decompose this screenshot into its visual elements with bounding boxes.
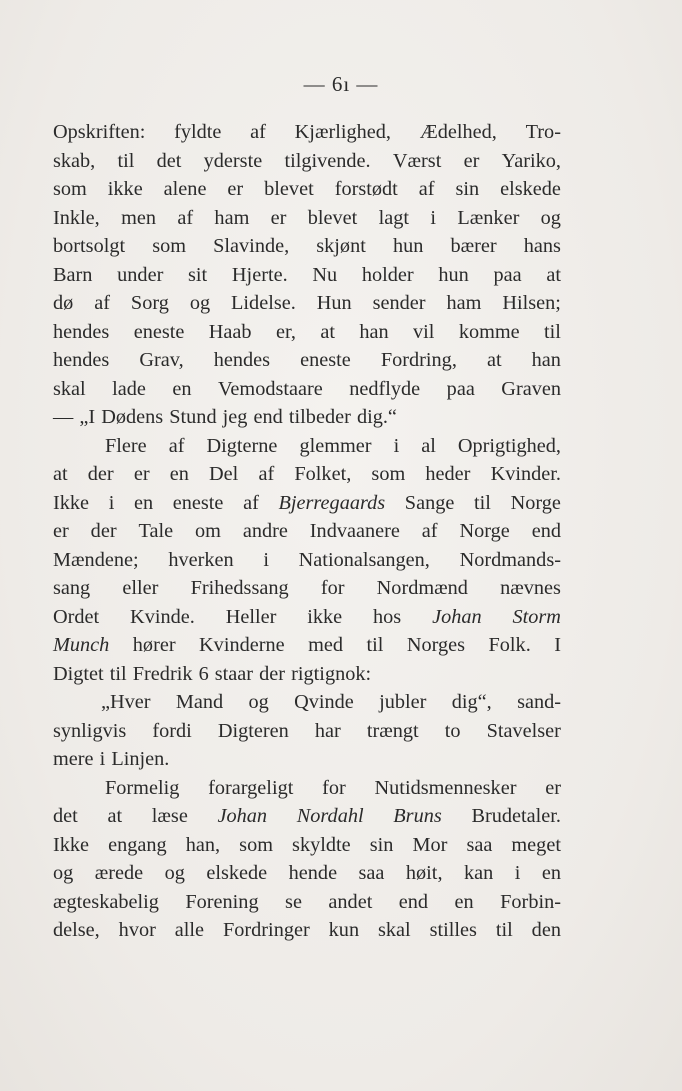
- text-line: Ikke engang han, som skyldte sin Mor saa meget: [53, 833, 561, 856]
- text-line: bortsolgt som Slavinde, skjønt hun bærer hans: [53, 235, 561, 257]
- text-line: Inkle, men af ham er blevet lagt i Lænker og: [53, 206, 561, 229]
- text-line: skab, til det yderste tilgivende. Værst er Yariko,: [53, 149, 561, 172]
- text-line: „Hver Mand og Qvinde jubler dig“, sand-: [101, 691, 561, 713]
- text-line: delse, hvor alle Fordringer kun skal stilles til den: [53, 919, 561, 941]
- text-line: Barn under sit Hjerte. Nu holder hun paa at: [53, 263, 561, 286]
- text-line: Flere af Digterne glemmer i al Oprigtighed,: [105, 434, 561, 457]
- text-line: Digtet til Fredrik 6 staar der rigtignok:: [53, 662, 372, 685]
- text-line: Opskriften: fyldte af Kjærlighed, Ædelhed, Tro-: [53, 121, 561, 143]
- text-line: og ærede og elskede hende saa høit, kan i en: [53, 862, 561, 884]
- text-line: det at læse Johan Nordahl Bruns Brudetaler.: [53, 805, 561, 827]
- text-line: Ikke i en eneste af Bjerregaards Sange til Norge: [53, 491, 561, 514]
- page-number: — 6ı —: [303, 72, 379, 96]
- text-line: dø af Sorg og Lidelse. Hun sender ham Hilsen;: [53, 292, 561, 314]
- text-line: skal lade en Vemodstaare nedflyde paa Graven: [53, 377, 561, 400]
- text-line: er der Tale om andre Indvaanere af Norge end: [53, 520, 561, 542]
- text-line: ægteskabelig Forening se andet end en Forbin-: [53, 890, 561, 913]
- text-line: hendes Grav, hendes eneste Fordring, at han: [53, 349, 561, 371]
- text-line: synligvis fordi Digteren har trængt to Stavelser: [53, 719, 561, 742]
- text-line: som ikke alene er blevet forstødt af sin elskede: [53, 178, 561, 200]
- text-line: Formelig forargeligt for Nutidsmennesker er: [105, 776, 561, 799]
- text-line: sang eller Frihedssang for Nordmænd nævnes: [53, 577, 561, 599]
- text-line: at der er en Del af Folket, som heder Kvinder.: [53, 463, 561, 485]
- text-line: hendes eneste Haab er, at han vil komme til: [53, 320, 561, 343]
- text-line: Mændene; hverken i Nationalsangen, Nordmands-: [53, 548, 561, 571]
- text-line: Ordet Kvinde. Heller ikke hos Johan Storm: [53, 605, 561, 628]
- text-line: Munch hører Kvinderne med til Norges Folk. I: [53, 634, 561, 656]
- text-line: mere i Linjen.: [53, 748, 170, 770]
- text-line: — „I Dødens Stund jeg end tilbeder dig.“: [53, 406, 397, 428]
- body-text: [53, 118, 561, 945]
